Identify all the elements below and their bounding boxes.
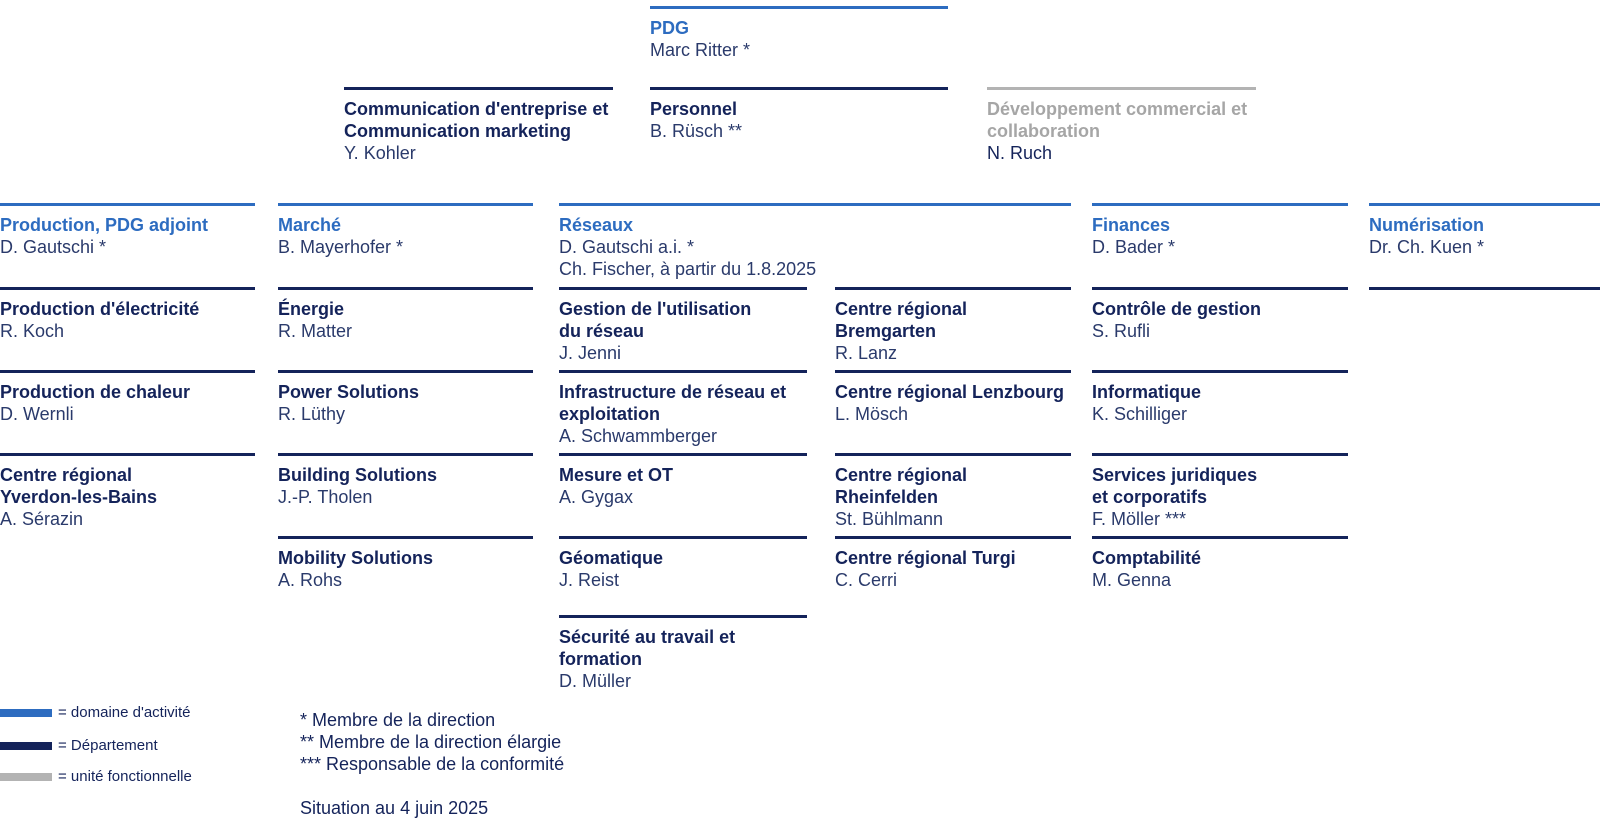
personnel-box: [650, 87, 948, 142]
department-name: R. Koch: [0, 321, 65, 341]
business-dev-title: Développement commercial et collaboration: [987, 99, 1248, 141]
department-box: [559, 453, 807, 508]
personnel-name: B. Rüsch **: [650, 121, 743, 141]
department-title: Énergie: [278, 299, 345, 319]
department-title: Centre régional Rheinfelden: [835, 465, 968, 507]
department-name: A. Gygax: [559, 487, 634, 507]
department-box: [559, 615, 807, 692]
department-name: R. Lanz: [835, 343, 898, 363]
department-box: [559, 287, 807, 364]
department-title: Informatique: [1092, 382, 1202, 402]
department-name: J. Reist: [559, 570, 620, 590]
domain-production: [0, 203, 255, 258]
personnel-title: Personnel: [650, 99, 738, 119]
department-name: R. Lüthy: [278, 404, 346, 424]
department-name: A. Rohs: [278, 570, 343, 590]
department-box: [0, 453, 255, 530]
department-box: [0, 370, 255, 425]
department-box: [278, 536, 533, 591]
department-name: A. Schwammberger: [559, 426, 718, 446]
communication-name: Y. Kohler: [344, 143, 416, 163]
communication-title: Communication d'entreprise et Communication marketing: [344, 99, 609, 141]
department-title: Contrôle de gestion: [1092, 299, 1262, 319]
legend-label: = Département: [58, 737, 158, 754]
department-box: [559, 536, 807, 591]
department-box: [835, 536, 1071, 591]
legend-swatch-department: [0, 742, 52, 750]
department-name: R. Matter: [278, 321, 353, 341]
department-box: [1092, 453, 1348, 530]
networks-name-2: Ch. Fischer, à partir du 1.8.2025: [559, 259, 817, 279]
ceo-name: Marc Ritter *: [650, 40, 751, 60]
legend-functional: [0, 768, 192, 785]
department-name: D. Wernli: [0, 404, 74, 424]
domain-networks: [559, 203, 1071, 280]
department-title: Géomatique: [559, 548, 664, 568]
department-name: M. Genna: [1092, 570, 1172, 590]
department-title: Centre régional Yverdon-les-Bains: [0, 465, 158, 507]
department-box: [559, 370, 807, 447]
footnote-3: *** Responsable de la conformité: [300, 754, 565, 774]
department-name: J. Jenni: [559, 343, 622, 363]
department-box: [835, 453, 1071, 530]
communication-box: [344, 87, 613, 164]
department-title: Sécurité au travail et formation: [559, 627, 736, 669]
department-box: [1092, 287, 1348, 342]
department-box: [278, 453, 533, 508]
business-dev-box: [987, 87, 1256, 164]
department-title: Centre régional Bremgarten: [835, 299, 968, 341]
department-box: [835, 370, 1071, 425]
department-name: D. Müller: [559, 671, 632, 691]
legend-label: = unité fonctionnelle: [58, 768, 192, 785]
department-title: Power Solutions: [278, 382, 420, 402]
digital-name: Dr. Ch. Kuen *: [1369, 237, 1485, 257]
footnote-1: * Membre de la direction: [300, 710, 496, 730]
legend-department: [0, 737, 158, 754]
department-name: C. Cerri: [835, 570, 897, 590]
networks-name: D. Gautschi a.i. *: [559, 237, 695, 257]
department-box: [278, 287, 533, 342]
department-title: Services juridiques et corporatifs: [1092, 465, 1258, 507]
department-box: [278, 370, 533, 425]
footnote-2: ** Membre de la direction élargie: [300, 732, 562, 752]
domain-digital: [1369, 203, 1600, 258]
networks-title: Réseaux: [559, 215, 634, 235]
department-title: Centre régional Turgi: [835, 548, 1016, 568]
department-title: Production de chaleur: [0, 382, 191, 402]
status-date: Situation au 4 juin 2025: [300, 798, 489, 818]
department-title: Production d'électricité: [0, 299, 200, 319]
department-title: Gestion de l'utilisation du réseau: [559, 299, 752, 341]
department-box: [1092, 536, 1348, 591]
department-box: [0, 287, 255, 342]
ceo-title: PDG: [650, 18, 690, 38]
production-title: Production, PDG adjoint: [0, 215, 208, 235]
ceo-box: [650, 6, 948, 61]
market-name: B. Mayerhofer *: [278, 237, 404, 257]
domain-market: [278, 203, 533, 258]
digital-title: Numérisation: [1369, 215, 1485, 235]
legend-label: = domaine d'activité: [58, 704, 191, 721]
department-name: L. Mösch: [835, 404, 909, 424]
department-title: Mobility Solutions: [278, 548, 433, 568]
department-box: [1092, 370, 1348, 425]
department-name: J.-P. Tholen: [278, 487, 373, 507]
department-name: A. Sérazin: [0, 509, 84, 529]
footnotes: [300, 709, 564, 775]
department-title: Infrastructure de réseau et exploitation: [559, 382, 787, 424]
department-title: Mesure et OT: [559, 465, 674, 485]
legend-domain: [0, 704, 191, 721]
domain-finance: [1092, 203, 1348, 258]
digital-empty-department: [1369, 287, 1600, 298]
department-title: Centre régional Lenzbourg: [835, 382, 1065, 402]
legend-swatch-domain: [0, 709, 52, 717]
department-title: Comptabilité: [1092, 548, 1202, 568]
department-name: St. Bühlmann: [835, 509, 944, 529]
business-dev-name: N. Ruch: [987, 143, 1053, 163]
legend-swatch-functional: [0, 773, 52, 781]
department-name: F. Möller ***: [1092, 509, 1187, 529]
department-title: Building Solutions: [278, 465, 437, 485]
finance-title: Finances: [1092, 215, 1171, 235]
finance-name: D. Bader *: [1092, 237, 1176, 257]
market-title: Marché: [278, 215, 342, 235]
department-name: S. Rufli: [1092, 321, 1151, 341]
department-name: K. Schilliger: [1092, 404, 1188, 424]
production-name: D. Gautschi *: [0, 237, 107, 257]
department-box: [835, 287, 1071, 364]
